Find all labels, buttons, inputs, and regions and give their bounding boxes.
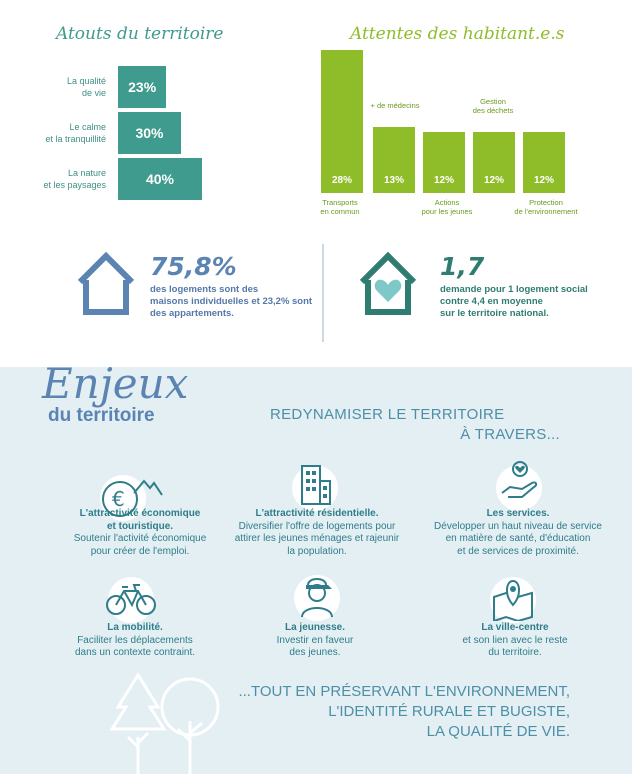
house-icon [74, 250, 138, 316]
attente-bar: 12% [523, 132, 565, 193]
attente-label: Transports en commun [320, 198, 360, 216]
young-person-icon [298, 573, 336, 619]
house-heart-icon [356, 250, 420, 316]
stats-divider [322, 244, 324, 342]
enjeu-item-mobilite: La mobilité. Faciliter les déplacements dans un contexte contraint. [74, 622, 196, 658]
enjeu-item-residentielle: L'attractivité résidentielle. Diversifier l'offre de logements pour attirer les jeunes ménages et rajeunir la population. [234, 508, 400, 557]
attentes-title: Attentes des habitant.e.s [350, 24, 565, 44]
closing-statement: ...TOUT EN PRÉSERVANT L'ENVIRONNEMENT, L'IDENTITÉ RURALE ET BUGISTE, LA QUALITÉ DE VIE. [238, 683, 570, 740]
enjeu-item-services: Les services. Développer un haut niveau de service en matière de santé, d'éducation et de services de proximité. [434, 508, 602, 557]
attente-label: + de médecins [370, 101, 420, 110]
building-icon [298, 463, 334, 507]
atout-bar: 30% [118, 112, 181, 154]
attente-label: Actions pour les jeunes [421, 198, 473, 216]
enjeux-section [0, 359, 632, 774]
enjeux-title: Enjeux [42, 359, 189, 408]
attente-bar: 12% [473, 132, 515, 193]
attente-bar: 28% [321, 50, 363, 193]
social-stat-text: demande pour 1 logement social contre 4,4 en moyenne sur le territoire national. [440, 284, 588, 319]
atout-row [0, 66, 300, 108]
atout-bar: 23% [118, 66, 166, 108]
atouts-title: Atouts du territoire [56, 24, 224, 44]
enjeu-item-economie: L'attractivité économique et touristique. Soutenir l'activité économique pour créer de l'emploi. [73, 508, 207, 557]
hand-heart-icon [498, 459, 542, 503]
enjeux-subtitle: du territoire [48, 405, 155, 426]
attente-bar: 12% [423, 132, 465, 193]
atout-label: Le calme et la tranquillité [45, 122, 106, 144]
atout-row [0, 158, 300, 200]
attente-bar: 13% [373, 127, 415, 193]
attentes-bar-chart [318, 50, 588, 193]
map-pin-icon [490, 575, 536, 621]
redynamiser-headline: REDYNAMISER LE TERRITOIRE À TRAVERS... [270, 406, 560, 443]
svg-text:€: € [112, 487, 125, 511]
attente-label: Protection de l'environnement [514, 198, 578, 216]
social-stat-number: 1,7 [440, 252, 485, 281]
enjeu-item-ville-centre: La ville-centre et son lien avec le reste du territoire. [462, 622, 568, 658]
attente-label: Gestion des déchets [472, 97, 514, 115]
atout-bar: 40% [118, 158, 202, 200]
enjeu-item-jeunesse: La jeunesse. Investir en faveur des jeunes. [276, 622, 354, 658]
atout-label: La nature et les paysages [43, 168, 106, 190]
housing-stat-text: des logements sont des maisons individuelles et 23,2% sont des appartements. [150, 284, 313, 319]
bicycle-icon [104, 583, 158, 617]
atout-row [0, 112, 300, 154]
atout-label: La qualité de vie [66, 76, 106, 98]
housing-stat-number: 75,8% [150, 252, 237, 281]
atouts-bar-chart [0, 0, 300, 220]
